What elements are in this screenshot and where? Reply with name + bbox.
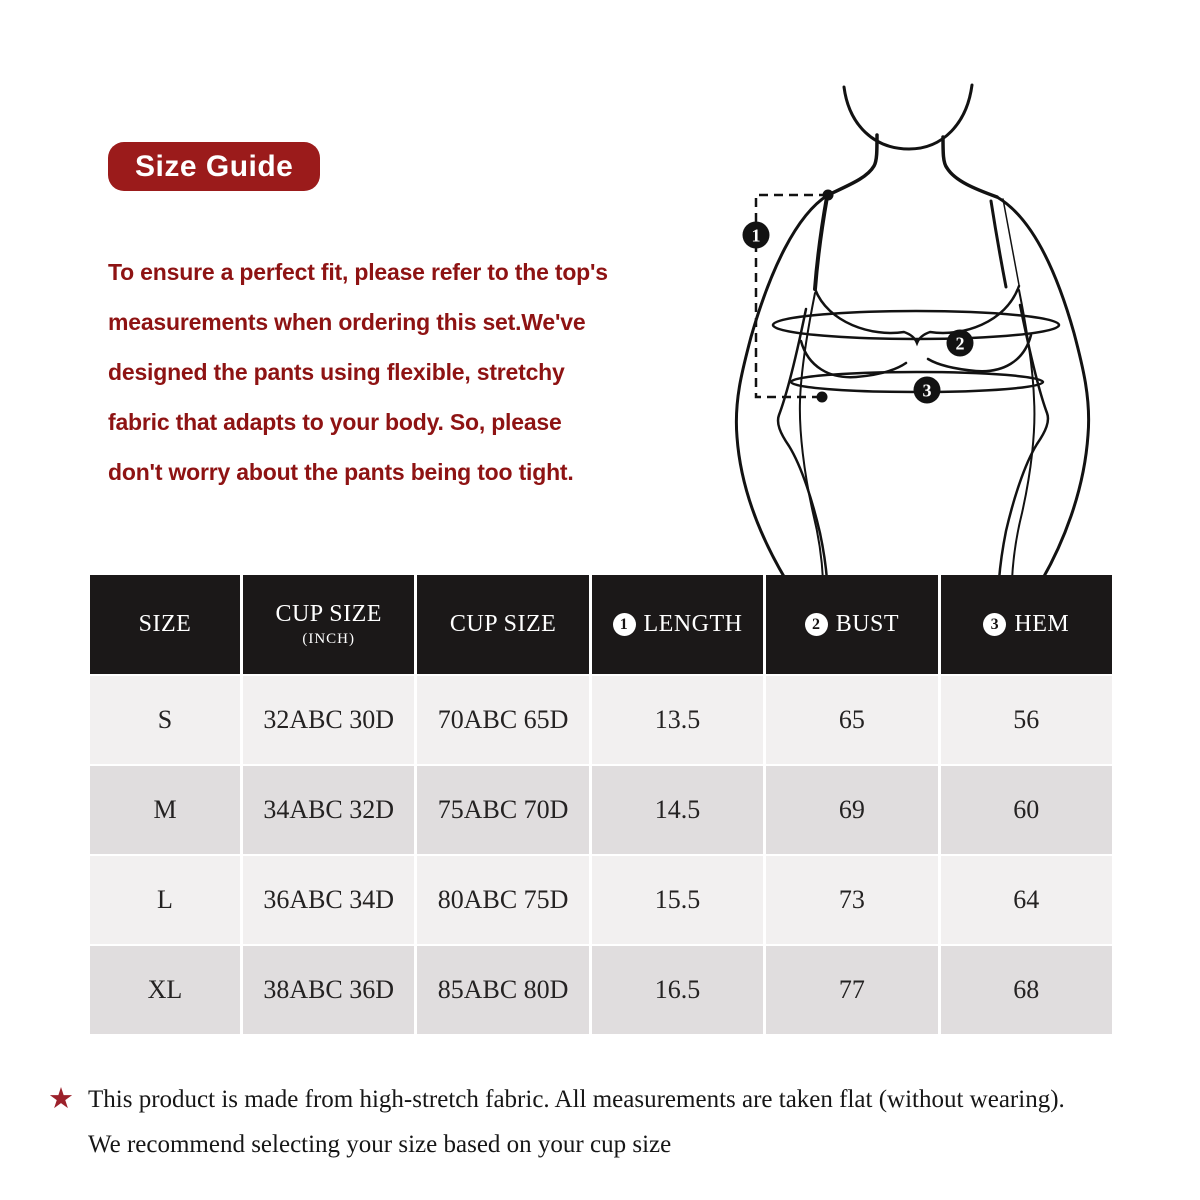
column-header-cup-size: CUP SIZE — [417, 575, 588, 674]
table-cell: 15.5 — [592, 856, 763, 944]
marker-3-icon — [914, 377, 941, 404]
table-cell: 69 — [766, 766, 937, 854]
marker-1-chip-icon: 1 — [613, 613, 636, 636]
column-header-size: SIZE — [90, 575, 240, 674]
length-dot-bottom — [817, 392, 828, 403]
neck-right — [943, 137, 997, 197]
strap-right-inner — [991, 201, 1006, 287]
arm-right-inner — [999, 305, 1048, 580]
body-measurement-diagram — [650, 75, 1170, 580]
table-cell: 65 — [766, 676, 937, 764]
svg-text:3: 3 — [922, 380, 932, 401]
neck-left — [828, 135, 877, 195]
intro-line: fabric that adapts to your body. So, please — [108, 409, 562, 435]
table-cell: 34ABC 32D — [243, 766, 414, 854]
table-cell: 56 — [941, 676, 1112, 764]
marker-3-chip-icon: 3 — [983, 613, 1006, 636]
strap-left — [815, 197, 827, 289]
intro-line: To ensure a perfect fit, please refer to the top's — [108, 259, 608, 285]
bust-ellipse — [773, 311, 1059, 339]
length-dot-top — [823, 190, 834, 201]
table-cell: 85ABC 80D — [417, 946, 588, 1034]
table-cell: 36ABC 34D — [243, 856, 414, 944]
marker-2-chip-icon: 2 — [805, 613, 828, 636]
column-header-hem: 3 HEM — [941, 575, 1112, 674]
footnote — [48, 1077, 1065, 1167]
head-outline — [844, 85, 972, 149]
footnote-line-1: This product is made from high-stretch fabric. All measurements are taken flat (without wearing). — [88, 1086, 1065, 1113]
table-cell: 60 — [941, 766, 1112, 854]
footnote-line-2: We recommend selecting your size based on your cup size — [88, 1131, 672, 1158]
size-guide-badge: Size Guide — [108, 142, 320, 191]
table-cell: S — [90, 676, 240, 764]
table-cell: 32ABC 30D — [243, 676, 414, 764]
star-icon: ★ — [48, 1083, 74, 1115]
table-cell: 64 — [941, 856, 1112, 944]
intro-text — [108, 247, 608, 497]
intro-line: measurements when ordering this set.We've — [108, 309, 586, 335]
table-cell: 70ABC 65D — [417, 676, 588, 764]
table-cell: 68 — [941, 946, 1112, 1034]
intro-line: don't worry about the pants being too tight. — [108, 459, 574, 485]
column-header-length: 1 LENGTH — [592, 575, 763, 674]
table-cell: 73 — [766, 856, 937, 944]
neckline — [815, 286, 1019, 343]
table-cell: L — [90, 856, 240, 944]
size-table — [90, 575, 1112, 1034]
table-cell: XL — [90, 946, 240, 1034]
column-header-bust: 2 BUST — [766, 575, 937, 674]
table-cell: 38ABC 36D — [243, 946, 414, 1034]
column-subheader: (INCH) — [302, 631, 356, 647]
table-cell: 14.5 — [592, 766, 763, 854]
table-cell: 80ABC 75D — [417, 856, 588, 944]
underbust-right — [928, 335, 1031, 371]
svg-text:2: 2 — [955, 333, 965, 354]
table-cell: 13.5 — [592, 676, 763, 764]
marker-1-icon — [743, 222, 770, 249]
svg-text:1: 1 — [751, 225, 761, 246]
intro-line: designed the pants using flexible, stretchy — [108, 359, 565, 385]
table-cell: 16.5 — [592, 946, 763, 1034]
table-cell: 75ABC 70D — [417, 766, 588, 854]
column-header-cup-size-inch: CUP SIZE (INCH) — [243, 575, 414, 674]
table-cell: 77 — [766, 946, 937, 1034]
marker-2-icon — [947, 330, 974, 357]
table-cell: M — [90, 766, 240, 854]
